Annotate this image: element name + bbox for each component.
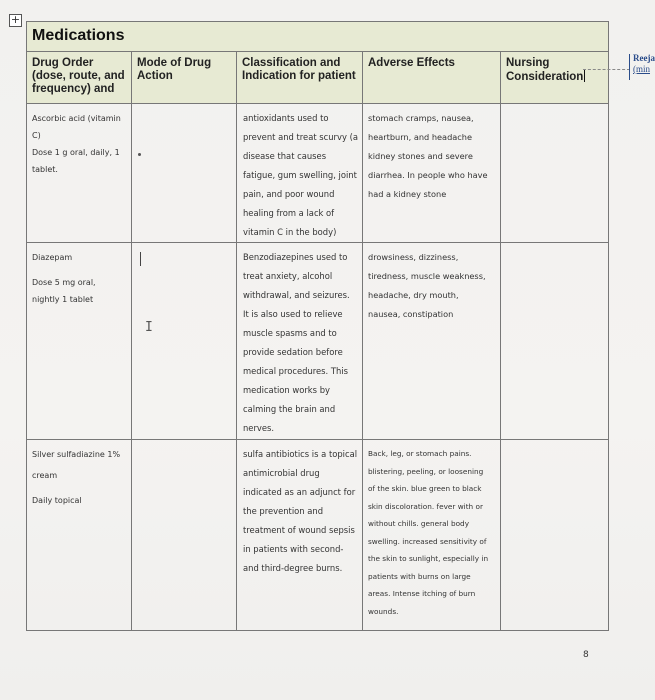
adverse-effects-cell[interactable] — [363, 440, 501, 631]
classification-cell[interactable] — [237, 243, 363, 440]
drug-order-line: Ascorbic acid (vitamin C) — [32, 114, 121, 140]
nursing-consideration-cell[interactable] — [501, 440, 609, 631]
adverse-effects-cell[interactable] — [363, 104, 501, 243]
table-row — [27, 243, 609, 440]
classification-line: antimicrobial drug — [243, 468, 320, 478]
classification-line: and third-degree burns. — [243, 563, 343, 573]
drug-order-cell[interactable] — [27, 104, 132, 243]
drug-order-line: Diazepam — [32, 253, 73, 262]
adverse-effects-line: headache, dry mouth, — [368, 290, 459, 300]
adverse-effects-line: Back, leg, or stomach pains. — [368, 449, 472, 458]
classification-line: the prevention and — [243, 506, 324, 516]
adverse-effects-line: kidney stones and severe — [368, 151, 473, 161]
header-row — [27, 52, 609, 104]
adverse-effects-line: blistering, peeling, or loosening — [368, 466, 484, 476]
adverse-effects-line: without chills. general body — [368, 519, 470, 528]
comment-time-link[interactable]: (min — [633, 64, 650, 74]
comment-author: Reeja — [633, 53, 655, 63]
header-nursing-consideration — [501, 52, 609, 104]
classification-cell[interactable] — [237, 104, 363, 243]
table-row — [27, 104, 609, 243]
classification-line: in patients with second- — [243, 544, 344, 554]
nursing-consideration-cell[interactable] — [501, 104, 609, 243]
classification-line: medical procedures. This — [243, 366, 348, 376]
nursing-consideration-cell[interactable] — [501, 243, 609, 440]
classification-cell[interactable] — [237, 440, 363, 631]
adverse-effects-line: wounds. — [368, 606, 399, 616]
adverse-effects-line: had a kidney stone — [368, 189, 447, 199]
table-row — [27, 440, 609, 631]
adverse-effects-line: nausea, constipation — [368, 309, 454, 319]
header-drug-order: Drug Order (dose, route, and frequency) and — [27, 52, 132, 104]
stray-dot-mark — [138, 153, 141, 156]
classification-line: sulfa antibiotics is a topical — [243, 449, 358, 459]
drug-order-line: nightly 1 tablet — [32, 295, 94, 304]
classification-line: withdrawal, and seizures. — [243, 290, 350, 300]
classification-line: calming the brain and — [243, 404, 336, 414]
drug-order-line — [32, 266, 128, 274]
adverse-effects-line: swelling. increased sensitivity of — [368, 536, 487, 546]
drug-order-cell[interactable] — [27, 440, 132, 631]
adverse-effects-line: diarrhea. In people who have — [368, 170, 488, 180]
adverse-effects-cell[interactable] — [363, 243, 501, 440]
adverse-effects-line: patients with burns on large — [368, 571, 471, 581]
drug-order-line: Daily topical — [32, 496, 82, 505]
adverse-effects-line: tiredness, muscle weakness, — [368, 271, 486, 281]
comment-margin-bar — [629, 54, 630, 80]
classification-line: vitamin C in the body) — [243, 227, 337, 237]
drug-order-line: Dose 5 mg oral, — [32, 278, 96, 287]
text-caret — [584, 70, 585, 82]
drug-order-line: Silver sulfadiazine 1% — [32, 450, 121, 459]
comment-balloon[interactable] — [633, 53, 655, 75]
classification-line: It is also used to relieve — [243, 309, 343, 319]
drug-order-line — [32, 484, 128, 492]
adverse-effects-line: skin discoloration. fever with or — [368, 501, 483, 511]
classification-line: treat anxiety, alcohol — [243, 271, 333, 281]
table-title: Medications — [27, 22, 609, 52]
header-nursing-label: Nursing Consideration — [506, 57, 584, 83]
classification-line: treatment of wound sepsis — [243, 525, 355, 535]
adverse-effects-line: areas. Intense itching of burn — [368, 589, 476, 598]
mode-of-action-cell[interactable] — [132, 243, 237, 440]
classification-line: prevent and treat scurvy (a — [243, 132, 358, 142]
adverse-effects-line: of the skin. blue green to black — [368, 484, 482, 493]
classification-line: disease that causes — [243, 151, 327, 161]
adverse-effects-line: heartburn, and headache — [368, 132, 473, 142]
adverse-effects-line: stomach cramps, nausea, — [368, 113, 474, 123]
classification-line: provide sedation before — [243, 347, 343, 357]
classification-line: fatigue, gum swelling, joint — [243, 170, 357, 180]
drug-order-line: cream — [32, 471, 58, 480]
drug-order-cell[interactable] — [27, 243, 132, 440]
classification-line: medication works by — [243, 385, 330, 395]
classification-line: indicated as an adjunct for — [243, 487, 356, 497]
classification-line: healing from a lack of — [243, 208, 335, 218]
classification-line: antioxidants used to — [243, 113, 329, 123]
drug-order-line: tablet. — [32, 165, 58, 174]
classification-line: muscle spasms and to — [243, 328, 337, 338]
table-title-row — [27, 22, 609, 52]
header-classification: Classification and Indication for patient — [237, 52, 363, 104]
adverse-effects-line: the skin to sunlight, especially in — [368, 554, 489, 563]
medications-table — [26, 21, 609, 631]
page-number: 8 — [583, 650, 589, 660]
adverse-effects-line: drowsiness, dizziness, — [368, 252, 459, 262]
drug-order-line: Dose 1 g oral, daily, 1 — [32, 148, 120, 157]
classification-line: pain, and poor wound — [243, 189, 335, 199]
comment-connector-line — [583, 69, 630, 70]
header-adverse-effects: Adverse Effects — [363, 52, 501, 104]
cell-edit-mark — [140, 252, 141, 266]
classification-line: nerves. — [243, 423, 275, 433]
mode-of-action-cell[interactable] — [132, 440, 237, 631]
table-move-handle-icon[interactable]: + — [10, 13, 21, 26]
i-beam-cursor-icon: I — [145, 320, 153, 335]
classification-line: Benzodiazepines used to — [243, 252, 348, 262]
mode-of-action-cell[interactable] — [132, 104, 237, 243]
header-mode-of-action: Mode of Drug Action — [132, 52, 237, 104]
